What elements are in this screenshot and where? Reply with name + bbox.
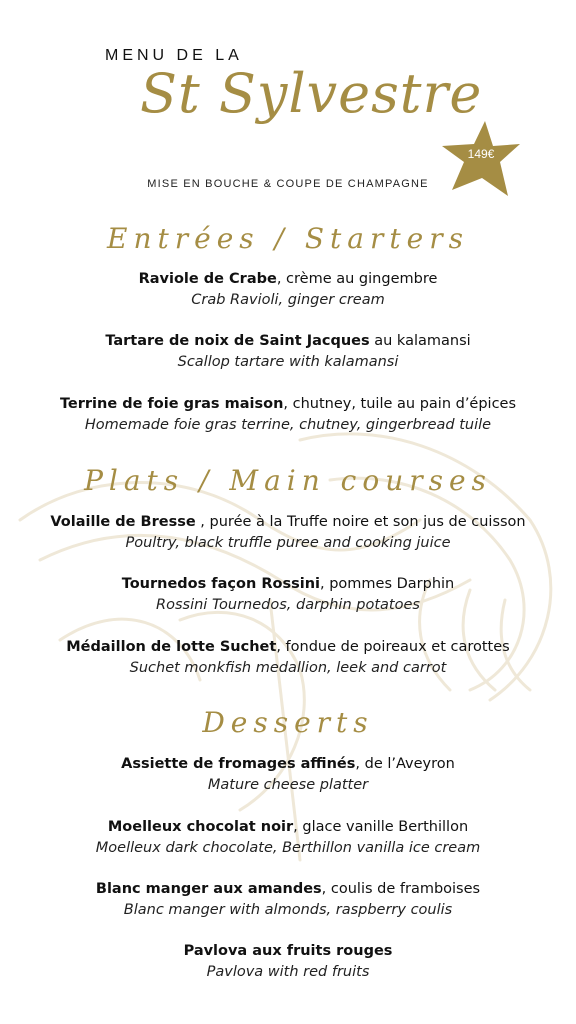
dish-french — [0, 512, 576, 533]
dish-english: Pavlova with red fruits — [206, 964, 370, 980]
dish-french — [0, 754, 576, 775]
dish-item — [0, 879, 576, 921]
dish-english: Poultry, black truffle puree and cooking juice — [125, 535, 451, 551]
dish-name: Volaille de Bresse — [50, 514, 196, 530]
dish-french — [0, 394, 576, 415]
dish-name: Moelleux chocolat noir — [107, 819, 294, 835]
dish-name: Raviole de Crabe — [138, 271, 277, 287]
dish-description: , purée à la Truffe noire et son jus de cuisson — [195, 514, 526, 530]
dish-item — [0, 637, 576, 679]
dish-english: Moelleux dark chocolate, Berthillon vanilla ice cream — [95, 840, 481, 856]
dish-description: , pommes Darphin — [319, 576, 455, 592]
script-title: St Sylvestre — [140, 62, 483, 125]
dish-english: Blanc manger with almonds, raspberry coulis — [123, 902, 453, 918]
dish-french — [0, 941, 576, 962]
dish-description: , chutney, tuile au pain d’épices — [283, 396, 517, 412]
section-title-desserts: Desserts — [202, 706, 374, 739]
dish-french — [0, 269, 576, 290]
dish-french — [0, 879, 576, 900]
dish-name: Pavlova aux fruits rouges — [183, 943, 393, 959]
dish-french — [0, 817, 576, 838]
dish-name: Assiette de fromages affinés — [121, 756, 356, 772]
dish-item — [0, 331, 576, 373]
dish-description: au kalamansi — [369, 333, 471, 349]
dish-description: , crème au gingembre — [276, 271, 438, 287]
dish-name: Blanc manger aux amandes — [95, 881, 322, 897]
dish-french — [0, 637, 576, 658]
dish-item — [0, 269, 576, 311]
dish-description: , de l’Aveyron — [355, 756, 455, 772]
menu-subtitle: MISE EN BOUCHE & COUPE DE CHAMPAGNE — [147, 178, 429, 190]
dish-english: Mature cheese platter — [207, 777, 369, 793]
menu-header-label: MENU DE LA — [105, 47, 243, 64]
dish-item — [0, 941, 576, 983]
dish-name: Médaillon de lotte Suchet — [66, 639, 277, 655]
dish-french — [0, 574, 576, 595]
dish-english: Crab Ravioli, ginger cream — [191, 292, 385, 308]
dish-english: Homemade foie gras terrine, chutney, gingerbread tuile — [84, 417, 492, 433]
dish-description: , glace vanille Berthillon — [293, 819, 469, 835]
section-title-starters: Entrées / Starters — [107, 222, 469, 255]
dish-item — [0, 817, 576, 859]
dish-item — [0, 574, 576, 616]
dish-french — [0, 331, 576, 352]
price-badge: 149€ — [467, 147, 495, 161]
dish-english: Rossini Tournedos, darphin potatoes — [156, 597, 420, 613]
dish-description: , fondue de poireaux et carottes — [276, 639, 510, 655]
dish-description: , coulis de framboises — [321, 881, 481, 897]
dish-name: Tournedos façon Rossini — [121, 576, 320, 592]
dish-english: Suchet monkfish medallion, leek and carrot — [129, 660, 447, 676]
dish-name: Tartare de noix de Saint Jacques — [105, 333, 370, 349]
dish-english: Scallop tartare with kalamansi — [177, 354, 399, 370]
dish-item — [0, 394, 576, 436]
dish-item — [0, 754, 576, 796]
dish-item — [0, 512, 576, 554]
section-title-mains: Plats / Main courses — [84, 464, 492, 497]
dish-name: Terrine de foie gras maison — [59, 396, 284, 412]
